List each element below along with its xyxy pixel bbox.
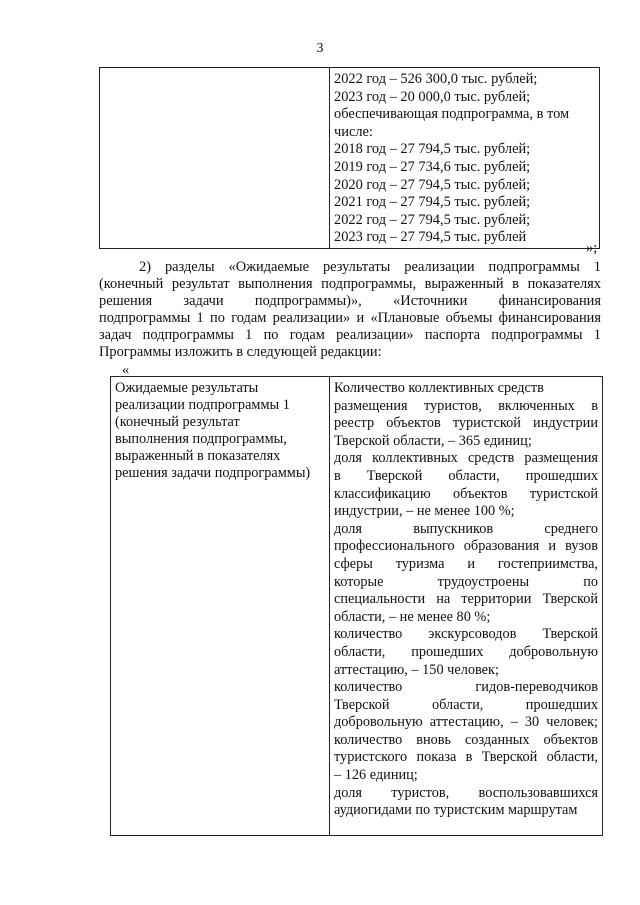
- table1-right-cell: [330, 68, 600, 249]
- section-title-line: решения задачи подпрограммы): [115, 465, 311, 482]
- indicator-line: – 126 единиц;: [334, 767, 418, 784]
- indicator-line: области, – не менее 80 %;: [334, 608, 491, 625]
- indicator-line: реестр объектов туристской индустрии: [334, 415, 598, 432]
- indicator-line: специальности на территории Тверской: [334, 591, 598, 608]
- indicator-line: Количество коллективных средств: [334, 380, 544, 396]
- section-title-line: Ожидаемые результаты: [115, 380, 259, 396]
- table1-line: 2023 год – 20 000,0 тыс. рублей;: [334, 88, 531, 105]
- section-title-line: выполнения подпрограммы,: [115, 431, 287, 448]
- indicator-line: аттестацию, – 150 человек;: [334, 661, 499, 678]
- table1-line: обеспечивающая подпрограмма, в том: [334, 106, 570, 123]
- paragraph-line: задач подпрограммы 1 по годам реализации» паспорта подпрограммы 1: [99, 326, 601, 343]
- indicator-line: туристского показа в Тверской области,: [334, 749, 598, 766]
- indicator-line: индустрии, – не менее 100 %;: [334, 503, 515, 520]
- table1-line: 2018 год – 27 794,5 тыс. рублей;: [334, 141, 531, 158]
- indicator-line: профессионального образования и вузов: [334, 538, 598, 555]
- paragraph-line: Программы изложить в следующей редакции:: [99, 343, 382, 360]
- table1-line: 2019 год – 27 734,6 тыс. рублей;: [334, 158, 531, 175]
- paragraph-line: решения задачи подпрограммы)», «Источники финансирования: [99, 292, 601, 309]
- table1-line: 2021 год – 27 794,5 тыс. рублей;: [334, 194, 531, 211]
- section-title-line: реализации подпрограммы 1: [115, 397, 290, 414]
- table1-line: числе:: [334, 123, 373, 140]
- indicator-line: аудиогидами по туристским маршрутам: [334, 802, 578, 819]
- section-title-cell: [111, 377, 330, 836]
- indicator-line: Тверской области, прошедших: [334, 696, 598, 713]
- closing-quote: »;: [586, 240, 598, 256]
- indicator-line: доля туристов, воспользовавшихся: [334, 784, 598, 801]
- paragraph-line: подпрограммы 1 по годам реализации» и «Плановые объемы финансирования: [99, 309, 601, 326]
- section-title-line: (конечный результат: [115, 414, 240, 431]
- expected-results-table: [110, 376, 603, 836]
- table1-left-cell: [100, 68, 330, 249]
- financing-table-continuation: [99, 67, 600, 249]
- page-number: 3: [316, 41, 324, 56]
- indicator-line: Тверской области, – 365 единиц;: [334, 432, 532, 449]
- indicator-line: количество вновь созданных объектов: [334, 731, 598, 748]
- indicator-line: сферы туризма и гостеприимства,: [334, 555, 598, 572]
- table1-line: 2020 год – 27 794,5 тыс. рублей;: [334, 176, 531, 193]
- table1-line: 2022 год – 526 300,0 тыс. рублей;: [334, 71, 538, 87]
- opening-quote: «: [122, 362, 130, 378]
- indicator-line: доля выпускников среднего: [334, 520, 598, 537]
- indicator-line: размещения туристов, включенных в: [334, 397, 598, 414]
- table1-line: 2023 год – 27 794,5 тыс. рублей: [334, 229, 527, 246]
- table-row: [111, 377, 603, 836]
- table1-line: 2022 год – 27 794,5 тыс. рублей;: [334, 211, 531, 228]
- paragraph-line: 2) разделы «Ожидаемые результаты реализации подпрограммы 1: [139, 259, 601, 275]
- indicator-line: которые трудоустроены по: [334, 573, 598, 590]
- section-title-line: выраженный в показателях: [115, 448, 281, 465]
- indicator-line: классификацию объектов туристской: [334, 485, 598, 502]
- table-row: [100, 68, 600, 249]
- amendment-paragraph: [99, 259, 601, 360]
- indicator-line: области, прошедших добровольную: [334, 643, 598, 660]
- indicators-cell: [330, 377, 603, 836]
- indicator-line: количество гидов-переводчиков: [334, 679, 598, 696]
- paragraph-line: (конечный результат выполнения подпрограммы, выраженный в показателях: [99, 275, 601, 292]
- indicator-line: в Тверской области, прошедших: [334, 467, 598, 484]
- indicator-line: количество экскурсоводов Тверской: [334, 626, 598, 643]
- indicator-line: доля коллективных средств размещения: [334, 450, 598, 467]
- indicator-line: добровольную аттестацию, – 30 человек;: [334, 714, 598, 731]
